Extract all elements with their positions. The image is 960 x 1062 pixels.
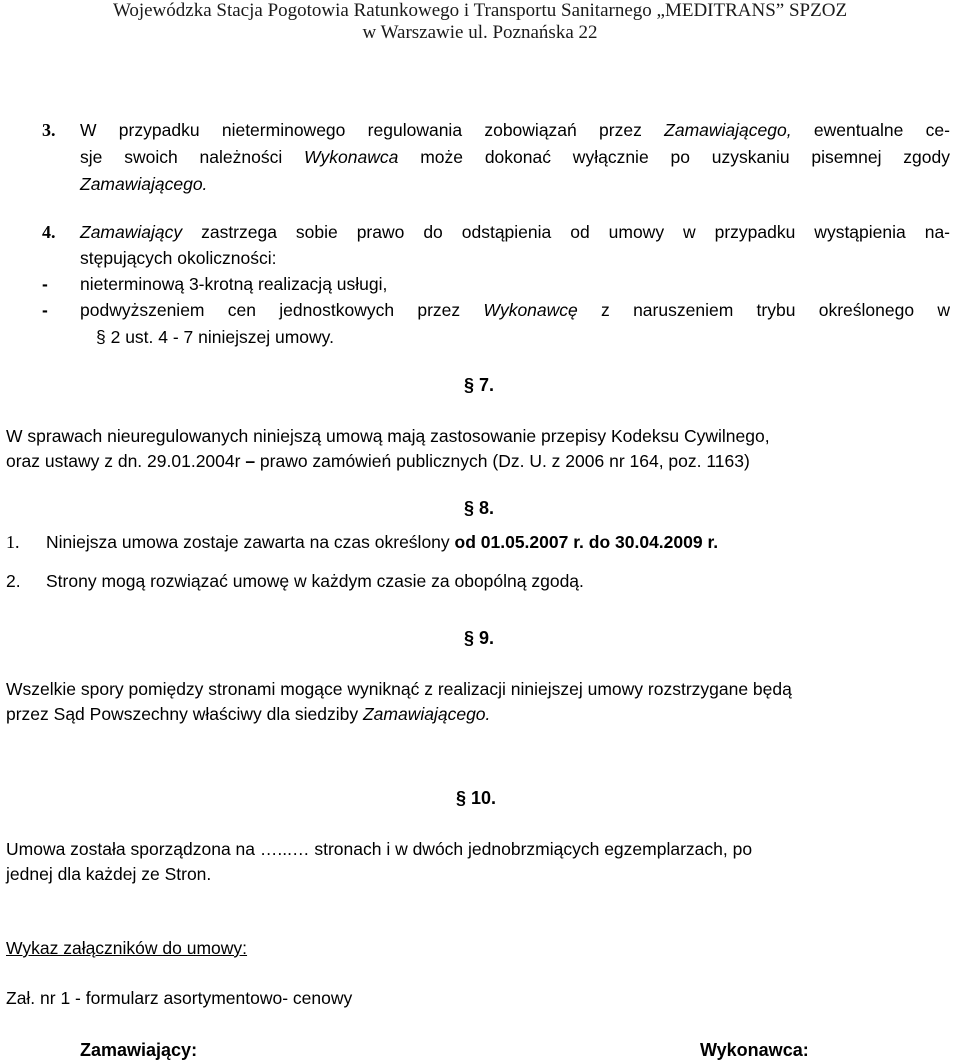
section-8-item1: Niniejsza umowa zostaje zawarta na czas określony od 01.05.2007 r. do 30.04.2009 r. [46,532,719,552]
item4-bullet2-dash: - [42,300,48,320]
section-9-heading: § 9. [464,628,495,648]
section-8-item1-number: 1. [6,532,20,552]
section-9-line1: Wszelkie spory pomiędzy stronami mogące wyniknąć z realizacji niniejszej umowy rozstrzygane będą [6,679,792,699]
section-7-heading: § 7. [464,375,495,395]
signature-contracting-party: Zamawiający: [80,1040,198,1060]
item4-line1: Zamawiający zastrzega sobie prawo do odstąpienia od umowy w przypadku wystąpienia na- [80,222,950,242]
section-10-line2: jednej dla każdej ze Stron. [6,864,212,884]
attachment-item-1: Zał. nr 1 - formularz asortymentowo- cenowy [6,988,353,1008]
item4-bullet1: nieterminową 3-krotną realizacją usługi, [80,274,388,294]
section-7-line1: W sprawach nieuregulowanych niniejszą umową mają zastosowanie przepisy Kodeksu Cywilnego, [6,426,770,446]
item3-line2: sje swoich należności Wykonawca może dokonać wyłącznie po uzyskaniu pisemnej zgody [80,147,950,167]
document-header-line1: Wojewódzka Stacja Pogotowia Ratunkowego i Transportu Sanitarnego „MEDITRANS” SPZOZ [112,0,848,21]
item4-bullet1-dash: - [42,274,48,294]
section-8-item2: Strony mogą rozwiązać umowę w każdym czasie za obopólną zgodą. [46,571,584,591]
item3-number: 3. [42,120,56,140]
signature-contractor: Wykonawca: [700,1040,809,1060]
document-header-line2: w Warszawie ul. Poznańska 22 [362,22,598,43]
section-8-heading: § 8. [464,498,495,518]
item4-line2: stępujących okoliczności: [80,248,277,268]
item3-line3: Zamawiającego. [80,174,208,194]
section-7-line2: oraz ustawy z dn. 29.01.2004r – prawo zamówień publicznych (Dz. U. z 2006 nr 164, poz. 1163) [6,451,750,471]
item4-bullet2-cont: § 2 ust. 4 - 7 niniejszej umowy. [96,327,334,347]
attachments-title: Wykaz załączników do umowy: [6,938,248,958]
item3-line1: W przypadku nieterminowego regulowania zobowiązań przez Zamawiającego, ewentualne ce- [80,120,950,140]
section-9-line2: przez Sąd Powszechny właściwy dla siedziby Zamawiającego. [6,704,491,724]
item4-bullet2: podwyższeniem cen jednostkowych przez Wykonawcę z naruszeniem trybu określonego w [80,300,950,320]
item4-number: 4. [42,222,56,242]
section-8-item2-number: 2. [6,571,21,591]
section-10-heading: § 10. [456,788,497,808]
section-10-line1: Umowa została sporządzona na …...… stronach i w dwóch jednobrzmiących egzemplarzach, po [6,839,753,859]
